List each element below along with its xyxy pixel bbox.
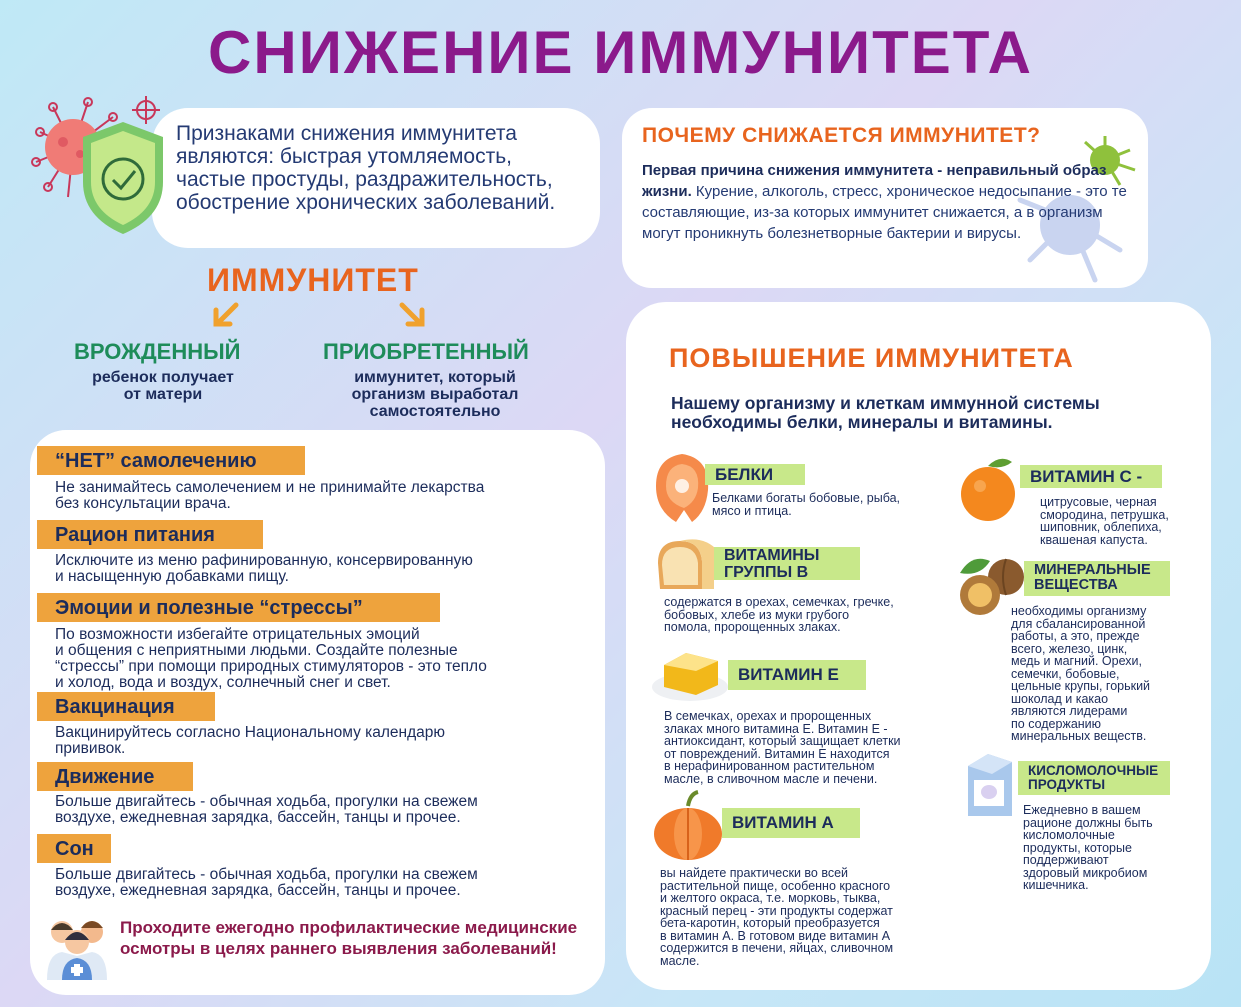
rule-tab-emotions: Эмоции и полезные “стрессы” [37, 593, 440, 622]
checkup-reminder: Проходите ежегодно профилактические медицинские осмотры в целях раннего выявления заболеваний! [120, 918, 578, 958]
rule-tab-no-self-treatment: “НЕТ” самолечению [37, 446, 305, 475]
dairy-text: Ежедневно в вашем рационе должны быть кисломолочные продукты, которые поддерживают здоровый микробиом кишечника. [1023, 803, 1153, 892]
milk-carton-icon [960, 752, 1018, 820]
dairy-title: КИСЛОМОЛОЧНЫЕ ПРОДУКТЫ [1018, 761, 1170, 795]
minerals-text: необходимы организму для сбалансированной работы, а это, прежде всего, железо, цинк, медь и магний. Орехи, семечки, бобовые, цельные крупы, горький шоколад и какао являются лидерами по содержанию минеральных веществ. [1011, 604, 1151, 743]
immunity-title: ИММУНИТЕТ [207, 262, 419, 298]
why-text [642, 160, 1142, 244]
arrow-down-right-icon [398, 302, 426, 328]
rule-text-sleep: Больше двигайтесь - обычная ходьба, прогулки на свежем воздухе, ежедневная зарядка, бассейн, танцы и прочее. [55, 866, 478, 899]
page-title: СНИЖЕНИЕ ИММУНИТЕТА [208, 19, 1033, 86]
vitamin-b-title: ВИТАМИНЫ ГРУППЫ В [714, 547, 860, 580]
rule-text-movement: Больше двигайтесь - обычная ходьба, прогулки на свежем воздухе, ежедневная зарядка, бассейн, танцы и прочее. [55, 793, 478, 826]
intro-text: Признаками снижения иммунитета являются: быстрая утомляемость, частые простуды, раздражительность, обострение хронических заболеваний. [176, 122, 556, 214]
protein-text: Белками богаты бобовые, рыба, мясо и птица. [712, 491, 901, 518]
virus-shield-icon [18, 92, 168, 242]
doctors-icon [42, 912, 112, 980]
rule-tab-sleep: Сон [37, 834, 111, 863]
acquired-desc: иммунитет, который организм выработал самостоятельно [351, 369, 519, 420]
rule-tab-diet: Рацион питания [37, 520, 263, 549]
vitamin-e-title: ВИТАМИН Е [728, 660, 866, 690]
pumpkin-icon [652, 790, 724, 862]
vitamin-c-title: ВИТАМИН С - [1020, 465, 1162, 488]
why-title: ПОЧЕМУ СНИЖАЕТСЯ ИММУНИТЕТ? [642, 124, 1041, 147]
protein-title: БЕЛКИ [705, 464, 805, 485]
butter-icon [650, 643, 730, 703]
rule-text-emotions: По возможности избегайте отрицательных эмоций и общения с неприятными людьми. Создайте полезные “стрессы” при помощи природных стимуляторов - это тепло и холод, вода и воздух, солнечный снег и свет. [55, 626, 487, 691]
why-body: Курение, алкоголь, стресс, хроническое недосыпание - это те составляющие, из-за которых иммунитет снижается, а в организм могут проникнуть болезнетворные бактерии и вирусы. [642, 183, 1127, 242]
boost-subtitle: Нашему организму и клеткам иммунной системы необходимы белки, минералы и витамины. [671, 393, 1100, 432]
rule-text-diet: Исключите из меню рафинированную, консервированную и насыщенную добавками пищу. [55, 552, 473, 585]
vitamin-b-text: содержатся в орехах, семечках, гречке, бобовых, хлебе из муки грубого помола, пророщенных злаках. [664, 595, 894, 634]
innate-desc: ребенок получает от матери [92, 369, 234, 403]
rule-tab-movement: Движение [37, 762, 193, 791]
arrow-down-left-icon [212, 302, 240, 328]
rule-text-vaccination: Вакцинируйтесь согласно Национальному календарю прививок. [55, 724, 445, 757]
rule-text-no-self-treatment: Не занимайтесь самолечением и не принимайте лекарства без консультации врача. [55, 479, 485, 512]
vitamin-e-text: В семечках, орехах и пророщенных злаках много витамина Е. Витамин Е - антиоксидант, который защищает клетки от повреждений. Витамин Е находится в нерафинированном растительном масле, в сливочном масле и печени. [664, 709, 901, 786]
vitamin-a-title: ВИТАМИН А [722, 808, 860, 838]
boost-title: ПОВЫШЕНИЕ ИММУНИТЕТА [669, 343, 1074, 373]
minerals-title: МИНЕРАЛЬНЫЕ ВЕЩЕСТВА [1024, 561, 1170, 596]
vitamin-c-text: цитрусовые, черная смородина, петрушка, шиповник, облепиха, квашеная капуста. [1040, 495, 1169, 547]
vitamin-a-text: вы найдете практически во всей растительной пище, особенно красного и желтого окраса, т.е. морковь, тыква, красный перец - эти продукты содержат бета-каротин, который преобразуется в витамин А. В готовом виде витамин А содержится в печени, яйцах, сливочном масле. [660, 866, 894, 968]
acquired-title: ПРИОБРЕТЕННЫЙ [323, 339, 529, 364]
why-bold: Первая причина снижения иммунитета - неправильный образ жизни. [642, 162, 1107, 200]
orange-icon [956, 452, 1018, 522]
salmon-steak-icon [652, 450, 712, 524]
rule-tab-vaccination: Вакцинация [37, 692, 215, 721]
innate-title: ВРОЖДЕННЫЙ [74, 339, 241, 364]
